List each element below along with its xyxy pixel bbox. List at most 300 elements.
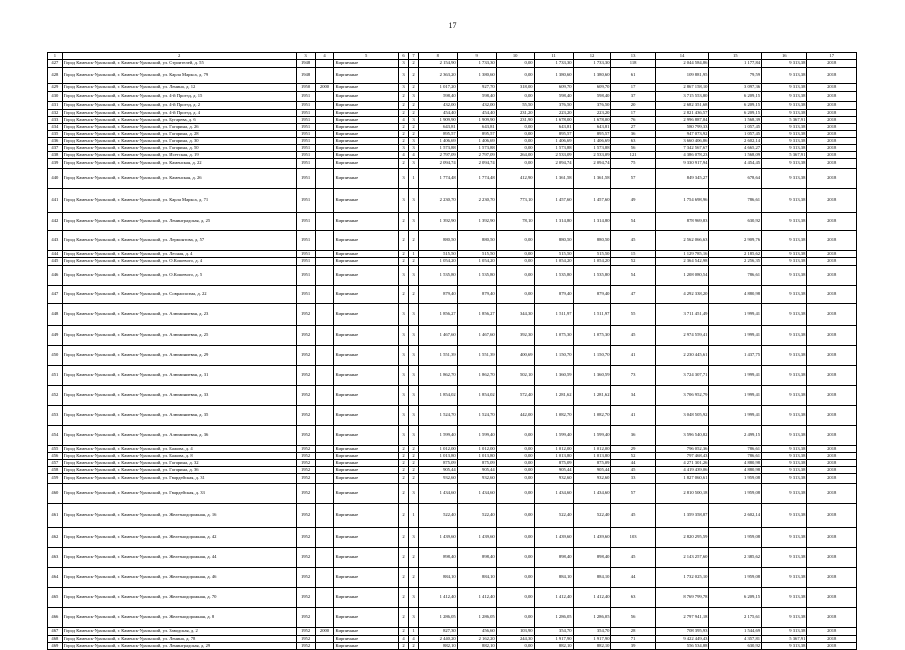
table-cell: 1 959,08 (709, 528, 762, 548)
table-cell (315, 110, 334, 117)
table-cell: 439 (48, 159, 63, 169)
header-cell: 11 (534, 53, 573, 60)
table-cell: 49 (611, 189, 655, 213)
table-cell (315, 636, 334, 643)
housing-register-table (47, 52, 857, 650)
table-cell: 1 054,20 (534, 258, 573, 266)
table-cell: 1 012,00 (573, 446, 611, 453)
table-row (48, 636, 857, 643)
table-cell: 3 (409, 528, 418, 548)
table-cell: 9 313,38 (762, 608, 807, 628)
table-cell: 2 (409, 446, 418, 453)
table-cell: 1952 (296, 467, 315, 474)
table-cell: 2 (398, 484, 409, 504)
table-cell: 2 (398, 138, 409, 145)
table-cell: Город Каменск-Уральский, г. Каменск-Уральский, ул. Карла Маркса, д. 79 (62, 68, 296, 84)
table-cell: Кирпичные (334, 213, 398, 231)
table-cell: 54 (611, 213, 655, 231)
table-cell: 884,10 (573, 568, 611, 588)
table-cell: 1952 (296, 528, 315, 548)
table-cell (315, 169, 334, 189)
table-cell: 2018 (807, 426, 857, 446)
table-cell: 875,09 (534, 460, 573, 467)
table-cell: 376,50 (534, 102, 573, 110)
table-cell: 467 (48, 628, 63, 636)
table-cell: 1 057,45 (709, 131, 762, 138)
table-cell (315, 504, 334, 528)
table-cell: 0,00 (496, 124, 534, 131)
table-cell: Город Каменск-Уральский, г. Каменск-Уральский, ул. Алюминиевая, д. 36 (62, 426, 296, 446)
table-cell: 34 (611, 386, 655, 406)
table-body (48, 53, 857, 650)
table-cell: 0,00 (496, 504, 534, 528)
table-cell: Город Каменск-Уральский, г. Каменск-Уральский, ул. Гвардейская, д. 33 (62, 484, 296, 504)
table-cell: 9 313,38 (762, 286, 807, 304)
table-cell: 884,10 (418, 568, 457, 588)
table-cell: 1951 (296, 266, 315, 286)
table-cell: 773,10 (496, 189, 534, 213)
table-cell: Город Каменск-Уральский, г. Каменск-Уральский, ул. Карла Маркса, д. 71 (62, 189, 296, 213)
table-cell: 3 (398, 169, 409, 189)
table-row (48, 169, 857, 189)
header-cell: 15 (709, 53, 762, 60)
table-cell: 4 (398, 117, 409, 124)
table-cell (315, 484, 334, 504)
table-cell: 895,57 (534, 131, 573, 138)
table-cell: 0,00 (496, 258, 534, 266)
table-cell: 1 827 060,61 (655, 474, 709, 484)
table-cell: 1 434,60 (457, 484, 496, 504)
table-cell: 44 (611, 568, 655, 588)
table-cell (315, 92, 334, 102)
table-cell: 121 (611, 152, 655, 159)
table-cell: 1 406,69 (534, 138, 573, 145)
table-cell: 2018 (807, 68, 857, 84)
table-cell: 1 909,90 (457, 117, 496, 124)
table-cell: Город Каменск-Уральский, г. Каменск-Уральский, ул. Строителей, д. 55 (62, 60, 296, 68)
table-cell: 1 380,60 (457, 68, 496, 84)
table-cell: 4 419 439,06 (655, 467, 709, 474)
table-cell: 4 880,98 (709, 460, 762, 467)
table-cell: 428 (48, 68, 63, 84)
table-row (48, 588, 857, 608)
table-cell: 1 412,40 (457, 588, 496, 608)
table-cell (315, 406, 334, 426)
table-cell: 643,81 (573, 124, 611, 131)
table-cell: 875,09 (418, 460, 457, 467)
table-cell: 1 467,60 (418, 326, 457, 346)
table-cell: 20 (611, 102, 655, 110)
table-cell: 1 (409, 169, 418, 189)
table-cell (315, 643, 334, 650)
table-cell: 1952 (296, 460, 315, 467)
table-cell: 1 551,39 (418, 346, 457, 366)
table-cell: 2018 (807, 145, 857, 152)
table-cell: 354,70 (534, 628, 573, 636)
table-cell: 1 437,75 (709, 346, 762, 366)
table-cell: 1951 (296, 152, 315, 159)
table-cell: 37 (611, 92, 655, 102)
table-cell: 2 (409, 474, 418, 484)
table-cell: Кирпичные (334, 366, 398, 386)
table-cell: 4 (398, 636, 409, 643)
table-cell: Город Каменск-Уральский, г. Каменск-Уральский, ул. Лесная, д. 4 (62, 251, 296, 258)
table-cell: 879,40 (534, 286, 573, 304)
table-row (48, 446, 857, 453)
table-cell: 0,00 (496, 231, 534, 251)
table-cell: 1 359 358,87 (655, 504, 709, 528)
table-cell: 2018 (807, 213, 857, 231)
table-cell: Город Каменск-Уральский, г. Каменск-Уральский, ул. Гагарина, д. 26 (62, 124, 296, 131)
table-cell: 2 867 158,10 (655, 84, 709, 92)
table-cell: Кирпичные (334, 636, 398, 643)
table-cell: 598,40 (534, 92, 573, 102)
table-cell (315, 266, 334, 286)
table-row (48, 117, 857, 124)
table-cell: 1 535,80 (534, 266, 573, 286)
table-cell: 52 (611, 258, 655, 266)
table-cell: 1 999,41 (709, 366, 762, 386)
table-cell (315, 213, 334, 231)
table-cell: 2 230,70 (457, 189, 496, 213)
table-cell: 9 313,38 (762, 406, 807, 426)
table-cell: 4 (398, 152, 409, 159)
table-cell: 9 313,38 (762, 474, 807, 484)
table-cell: 54 (611, 266, 655, 286)
table-cell: 1 075,30 (573, 326, 611, 346)
table-cell: 61 (611, 68, 655, 84)
table-cell: Кирпичные (334, 628, 398, 636)
table-cell: Кирпичные (334, 102, 398, 110)
table-cell: 36 (611, 426, 655, 446)
table-cell: 3 (398, 266, 409, 286)
table-cell: 7 342 567,67 (655, 145, 709, 152)
table-cell: 643,81 (457, 124, 496, 131)
table-cell: 2 (398, 213, 409, 231)
table-cell: 2018 (807, 467, 857, 474)
table-cell: 56 (611, 608, 655, 628)
table-cell: 1 573,88 (457, 145, 496, 152)
table-cell: 1 177,84 (709, 60, 762, 68)
table-cell: 2 (398, 528, 409, 548)
table-cell: 0,00 (496, 92, 534, 102)
table-cell: 9 313,38 (762, 102, 807, 110)
table-cell: 468 (48, 636, 63, 643)
table-cell: 895,57 (457, 131, 496, 138)
table-cell: 1 012,00 (457, 446, 496, 453)
table-cell: Город Каменск-Уральский, г. Каменск-Уральский, ул. Железнодорожная, д. 42 (62, 528, 296, 548)
table-cell: 3 (409, 92, 418, 102)
table-cell: 3 (398, 426, 409, 446)
table-cell: 446 (48, 266, 63, 286)
table-cell: 9 313,38 (762, 346, 807, 366)
table-row (48, 60, 857, 68)
table-cell: 796 052,36 (655, 446, 709, 453)
table-cell: 0,00 (496, 251, 534, 258)
table-cell: 1 361,58 (573, 169, 611, 189)
table-cell: 1952 (296, 504, 315, 528)
table-cell: 2018 (807, 304, 857, 326)
table-cell: 1951 (296, 145, 315, 152)
table-cell: 2 (409, 460, 418, 467)
table-cell: 2 602,14 (709, 504, 762, 528)
table-cell: 2 (409, 124, 418, 131)
table-cell: 223,20 (573, 110, 611, 117)
table-cell: 4 (409, 152, 418, 159)
table-cell: Город Каменск-Уральский, г. Каменск-Уральский, ул. Каменская, д. 26 (62, 169, 296, 189)
table-cell: 0,00 (496, 138, 534, 145)
table-cell: Кирпичные (334, 643, 398, 650)
table-cell: 2018 (807, 92, 857, 102)
table-cell: Кирпичные (334, 124, 398, 131)
table-cell: 2 440,20 (418, 636, 457, 643)
table-cell: Город Каменск-Уральский, г. Каменск-Уральский, ул. Алюминиевая, д. 33 (62, 386, 296, 406)
table-cell: 1 286,05 (457, 608, 496, 628)
table-cell: 1 999,41 (709, 326, 762, 346)
table-cell: 2 363,20 (418, 68, 457, 84)
table-cell: 6 209,15 (709, 102, 762, 110)
table-cell: 2 (398, 159, 409, 169)
table-cell: Город Каменск-Уральский, г. Каменск-Уральский, ул. Алюминиевая, д. 29 (62, 346, 296, 366)
table-cell (315, 145, 334, 152)
table-cell: 103,90 (496, 628, 534, 636)
table-cell: 2 (398, 588, 409, 608)
table-cell: 9 313,38 (762, 131, 807, 138)
table-cell: Город Каменск-Уральский, г. Каменск-Уральский, ул. Железнодорожная, д. 70 (62, 588, 296, 608)
table-cell: Кирпичные (334, 426, 398, 446)
table-cell: 9 313,38 (762, 110, 807, 117)
table-cell: Кирпичные (334, 131, 398, 138)
table-cell: 2 (398, 102, 409, 110)
table-cell: 2018 (807, 258, 857, 266)
table-cell: 1 150,70 (534, 346, 573, 366)
table-cell: 2018 (807, 568, 857, 588)
table-cell: 1 412,40 (573, 588, 611, 608)
table-cell: 1 774,48 (418, 169, 457, 189)
table-cell (315, 102, 334, 110)
table-cell: 0,00 (496, 266, 534, 286)
table-cell: 882,10 (573, 643, 611, 650)
table-cell: 2 797 941,18 (655, 608, 709, 628)
table-cell: 3 (398, 304, 409, 326)
header-cell: 4 (315, 53, 334, 60)
table-cell: 435 (48, 131, 63, 138)
table-cell: 1 434,60 (573, 484, 611, 504)
table-row (48, 406, 857, 426)
table-cell: 1 380,60 (534, 68, 573, 84)
table-cell: 2 499,15 (709, 426, 762, 446)
table-cell: 884,10 (457, 568, 496, 588)
table-cell: 2 533,09 (534, 152, 573, 159)
table-cell: 515,50 (418, 251, 457, 258)
table-row (48, 131, 857, 138)
table-cell: 1951 (296, 102, 315, 110)
table-cell: 1 082,70 (573, 406, 611, 426)
table-cell: 0,00 (496, 60, 534, 68)
table-cell: 2 094,74 (534, 159, 573, 169)
table-cell: 2018 (807, 231, 857, 251)
table-cell: 609,70 (573, 84, 611, 92)
table-cell: 1 678,00 (573, 117, 611, 124)
table-cell: 2 (398, 568, 409, 588)
table-row (48, 474, 857, 484)
table-cell: 2018 (807, 131, 857, 138)
table-cell: 3 (409, 213, 418, 231)
table-cell: Кирпичные (334, 446, 398, 453)
table-cell: 454,40 (418, 110, 457, 117)
table-cell: 2 (398, 474, 409, 484)
table-cell: Город Каменск-Уральский, г. Каменск-Уральский, ул. Железнодорожная, д. 16 (62, 504, 296, 528)
table-cell: 2018 (807, 636, 857, 643)
table-cell: 1 281,62 (573, 386, 611, 406)
table-cell: 1 392,90 (418, 213, 457, 231)
table-cell: 17 (611, 110, 655, 117)
table-cell: 9 313,38 (762, 124, 807, 131)
table-cell: 56 (611, 145, 655, 152)
table-cell: 2018 (807, 266, 857, 286)
table-cell: 3 (409, 145, 418, 152)
table-cell: 45 (611, 231, 655, 251)
table-cell: 39 (611, 643, 655, 650)
table-cell: 2018 (807, 588, 857, 608)
table-cell: 223,20 (534, 110, 573, 117)
table-cell: Кирпичные (334, 286, 398, 304)
table-cell: 1 733,30 (573, 60, 611, 68)
table-cell: 2 (409, 643, 418, 650)
table-cell: 456,60 (457, 628, 496, 636)
table-cell: 882,10 (457, 643, 496, 650)
table-cell: 9 313,38 (762, 92, 807, 102)
table-cell: 447 (48, 286, 63, 304)
table-cell: 9 313,38 (762, 446, 807, 453)
table-cell (315, 117, 334, 124)
table-cell: 1 535,80 (457, 266, 496, 286)
table-cell: 1 406,69 (418, 138, 457, 145)
table-cell: Город Каменск-Уральский, г. Каменск-Уральский, ул. Заводская, д. 2 (62, 628, 296, 636)
table-cell: 515,50 (457, 251, 496, 258)
table-cell: 3 (409, 426, 418, 446)
table-cell (315, 588, 334, 608)
table-cell (315, 446, 334, 453)
table-cell: 1 434,60 (534, 484, 573, 504)
table-row (48, 102, 857, 110)
table-cell: 1950 (296, 84, 315, 92)
table-row (48, 453, 857, 460)
table-cell: 4 357,81 (709, 636, 762, 643)
table-cell: 9 313,38 (762, 138, 807, 145)
table-cell: 458 (48, 467, 63, 474)
table-cell: 2018 (807, 326, 857, 346)
header-cell: 10 (496, 53, 534, 60)
table-cell: 57 (611, 484, 655, 504)
table-cell: 2 (398, 231, 409, 251)
table-cell: 442,00 (496, 406, 534, 426)
table-cell: 9 313,38 (762, 366, 807, 386)
table-cell: 1951 (296, 251, 315, 258)
table-cell: 2 (398, 504, 409, 528)
table-cell: 522,40 (534, 504, 573, 528)
table-cell: 2000 (315, 628, 334, 636)
table-cell: 3 (409, 138, 418, 145)
table-cell: 1 732 025,10 (655, 568, 709, 588)
table-cell: Кирпичные (334, 528, 398, 548)
table-cell: 580 799,33 (655, 124, 709, 131)
table-cell: 932,60 (573, 474, 611, 484)
table-cell: Кирпичные (334, 159, 398, 169)
table-cell: 1 017,20 (418, 84, 457, 92)
table-cell: 0,00 (496, 588, 534, 608)
table-cell (315, 366, 334, 386)
table-cell: 2 (398, 446, 409, 453)
table-cell: 1 361,58 (534, 169, 573, 189)
table-row (48, 643, 857, 650)
table-cell: 3 (409, 117, 418, 124)
table-cell: 432,00 (418, 102, 457, 110)
table-cell: 9 313,38 (762, 453, 807, 460)
table-cell: 466 (48, 608, 63, 628)
table-cell: 0,00 (496, 453, 534, 460)
table-cell: 630,92 (709, 213, 762, 231)
table-cell: Город Каменск-Уральский, г. Каменск-Уральский, ул. Бажова, д. 8 (62, 453, 296, 460)
table-cell: 0,00 (496, 474, 534, 484)
table-cell: 412,90 (496, 169, 534, 189)
table-cell: 1 013,80 (573, 453, 611, 460)
table-cell: 0,00 (496, 643, 534, 650)
table-cell: Кирпичные (334, 152, 398, 159)
table-cell: 882,10 (534, 643, 573, 650)
table-cell: 1952 (296, 548, 315, 568)
table-cell (315, 548, 334, 568)
table-cell: 63 (611, 138, 655, 145)
table-cell: 2 (409, 231, 418, 251)
table-cell: 2 (398, 92, 409, 102)
table-row (48, 84, 857, 92)
table-cell: 1952 (296, 608, 315, 628)
table-cell: 9 313,38 (762, 588, 807, 608)
table-cell: Город Каменск-Уральский, г. Каменск-Уральский, ул. Лермонтова, д. 57 (62, 231, 296, 251)
table-cell: 1 054,20 (573, 258, 611, 266)
table-cell: 878 969,83 (655, 213, 709, 231)
table-cell: 9 313,38 (762, 60, 807, 68)
table-cell: 3 711 451,49 (655, 304, 709, 326)
table-cell: Город Каменск-Уральский, г. Каменск-Уральский, ул. Исетская, д. 19 (62, 152, 296, 159)
table-cell: Кирпичные (334, 117, 398, 124)
header-cell: 2 (62, 53, 296, 60)
table-cell: 2018 (807, 366, 857, 386)
table-cell: 6 209,15 (709, 92, 762, 102)
table-cell: 9 313,38 (762, 189, 807, 213)
table-cell (315, 231, 334, 251)
table-cell: 1951 (296, 92, 315, 102)
table-cell: 1 380,60 (573, 68, 611, 84)
table-cell: 1 208 080,54 (655, 266, 709, 286)
table-cell: 1 524,70 (457, 406, 496, 426)
table-cell: 3 048 505,92 (655, 406, 709, 426)
table-cell: 786,61 (709, 266, 762, 286)
table-cell: Город Каменск-Уральский, г. Каменск-Уральский, ул. Гагарина, д. 50 (62, 145, 296, 152)
table-cell: 2 909,76 (709, 231, 762, 251)
table-cell: 6 209,15 (709, 110, 762, 117)
table-cell: 3 (409, 588, 418, 608)
table-cell: 3 (409, 366, 418, 386)
table-cell: 2018 (807, 124, 857, 131)
table-cell: 1 909,90 (418, 117, 457, 124)
table-cell: 1 856,27 (418, 304, 457, 326)
table-cell: 3 (409, 304, 418, 326)
table-cell: 1 999,41 (709, 386, 762, 406)
table-cell: 448 (48, 304, 63, 326)
table-cell (315, 304, 334, 326)
